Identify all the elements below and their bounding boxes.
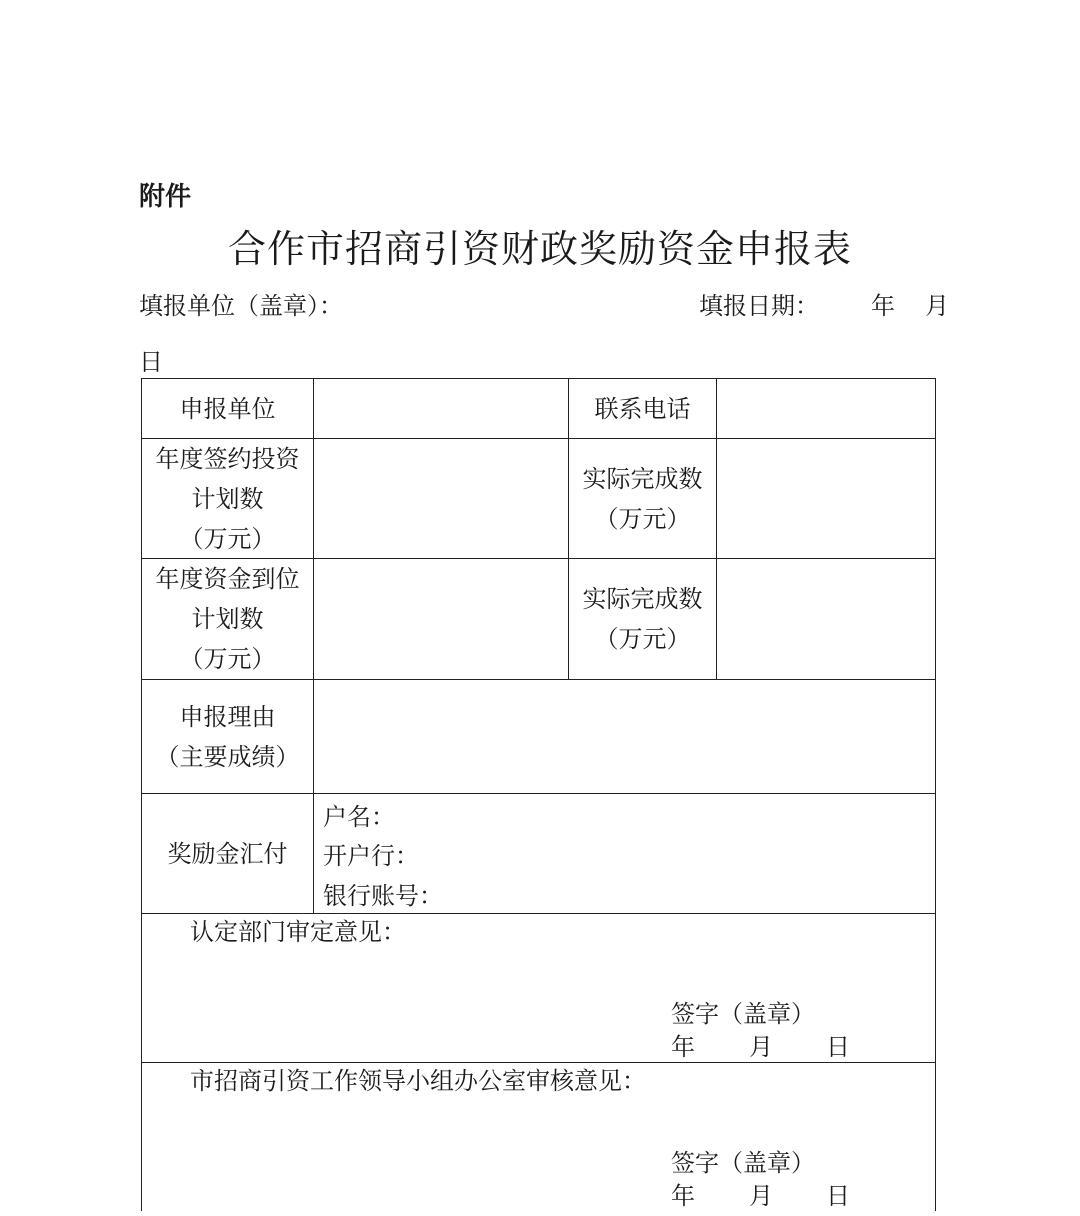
annual-funding-plan-label-line3: （万元）: [179, 645, 276, 673]
funding-actual-label-line2: （万元）: [594, 625, 691, 653]
reporting-unit-label: 填报单位（盖章）：: [139, 292, 343, 320]
investment-actual-label-line2: （万元）: [594, 504, 691, 533]
attachment-label: 附件: [139, 182, 192, 212]
department-sign-label: 签字（盖章）: [671, 1000, 815, 1028]
reporting-date-month: 月: [925, 292, 949, 320]
annual-funding-plan-label-line2: 计划数: [191, 605, 264, 633]
application-reason-input[interactable]: [314, 680, 935, 793]
annual-funding-plan-input[interactable]: [314, 559, 568, 679]
applicant-unit-input[interactable]: [314, 379, 568, 438]
department-sign-year: 年: [671, 1033, 695, 1061]
bank-field[interactable]: 开户行：: [323, 842, 419, 870]
office-review-opinion-label: 市招商引资工作领导小组办公室审核意见：: [190, 1067, 646, 1095]
investment-actual-label-cell: [569, 439, 716, 558]
annual-investment-plan-label-line3: （万元）: [179, 524, 276, 553]
phone-input[interactable]: [717, 379, 935, 438]
office-sign-year: 年: [671, 1182, 695, 1210]
application-reason-label-cell: [142, 680, 313, 793]
office-sign-day: 日: [826, 1182, 850, 1210]
annual-investment-plan-input[interactable]: [314, 439, 568, 558]
funding-actual-label-cell: [569, 559, 716, 679]
account-name-field[interactable]: 户名：: [323, 803, 395, 831]
reporting-date-day: 日: [139, 348, 163, 376]
phone-label-cell: [569, 379, 716, 438]
department-sign-month: 月: [749, 1033, 773, 1061]
annual-investment-plan-label-cell: [142, 439, 313, 558]
annual-investment-plan-label-line2: 计划数: [191, 484, 264, 513]
funding-actual-input[interactable]: [717, 559, 935, 679]
account-number-field[interactable]: 银行账号：: [323, 882, 443, 910]
applicant-unit-label: 申报单位: [179, 394, 276, 423]
reward-remittance-label: 奖励金汇付: [167, 839, 288, 868]
reporting-date-year: 年: [871, 292, 895, 320]
phone-label: 联系电话: [594, 394, 691, 423]
reporting-date-label: 填报日期：: [699, 292, 819, 320]
annual-investment-plan-label-line1: 年度签约投资: [155, 444, 300, 473]
application-reason-label-line1: 申报理由: [179, 702, 276, 731]
annual-funding-plan-label-cell: [142, 559, 313, 679]
investment-actual-label-line1: 实际完成数: [582, 464, 703, 493]
page-title: 合作市招商引资财政奖励资金申报表: [227, 227, 852, 271]
annual-funding-plan-label-line1: 年度资金到位: [155, 565, 300, 593]
office-sign-label: 签字（盖章）: [671, 1149, 815, 1177]
department-opinion-label: 认定部门审定意见：: [190, 918, 406, 946]
funding-actual-label-line1: 实际完成数: [582, 585, 703, 613]
application-reason-label-line2: （主要成绩）: [155, 742, 300, 771]
reward-remittance-label-cell: [142, 794, 313, 913]
table-border-right: [935, 378, 936, 1211]
investment-actual-input[interactable]: [717, 439, 935, 558]
department-sign-day: 日: [826, 1033, 850, 1061]
office-sign-month: 月: [749, 1182, 773, 1210]
applicant-unit-label-cell: [142, 379, 313, 438]
